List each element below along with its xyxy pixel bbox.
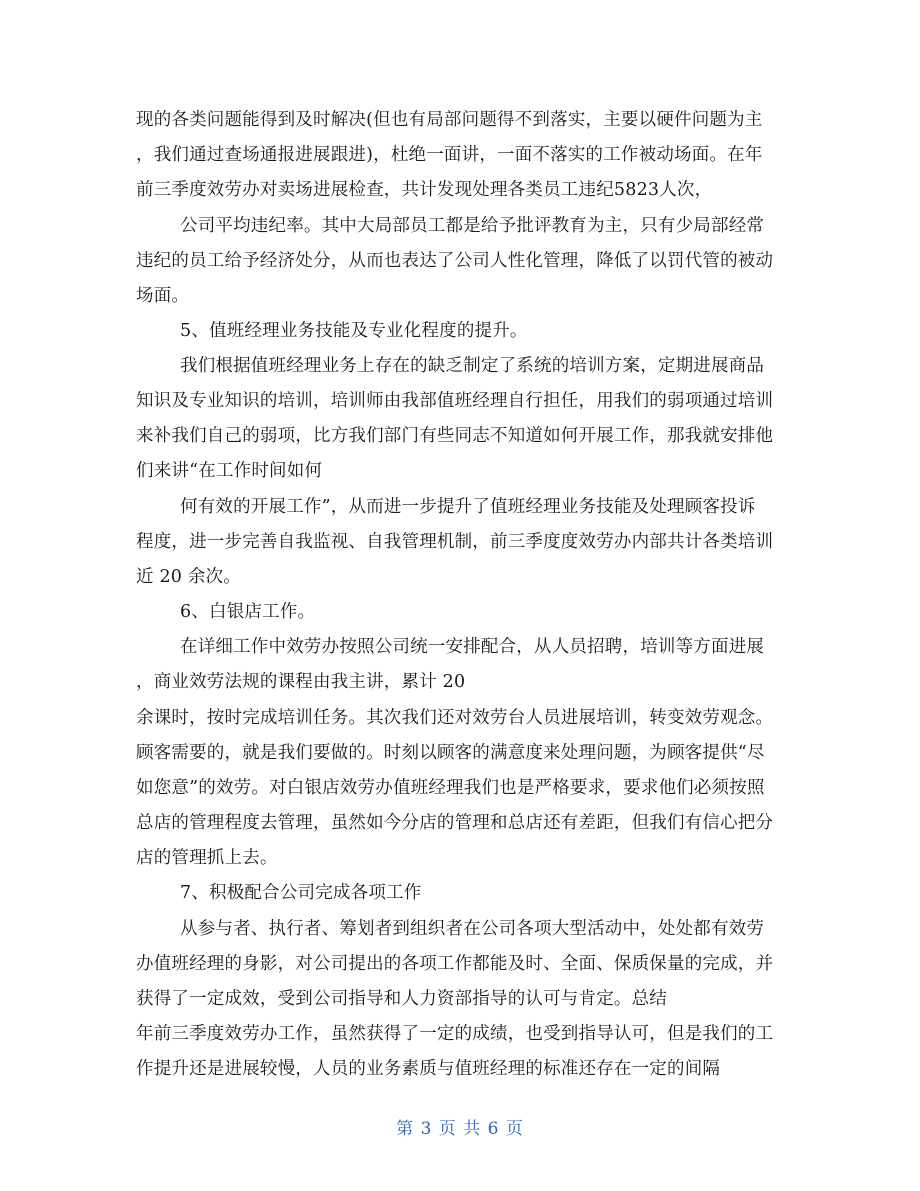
text-line-16: 在详细工作中效劳办按照公司统一安排配合，从人员招聘，培训等方面进展 (180, 637, 765, 657)
text-line-5: 违纪的员工给予经济处分，从而也表达了公司人性化管理，降低了以罚代管的被动 (136, 251, 774, 271)
section-heading-7: 7、积极配合公司完成各项工作 (180, 883, 422, 903)
text-line-2: ，我们通过查场通报进展跟进)，杜绝一面讲，一面不落实的工作被动场面。在年 (136, 145, 763, 165)
text-line-17: ，商业效劳法规的课程由我主讲，累计 20 (136, 672, 466, 692)
text-line-3: 前三季度效劳办对卖场进展检查，共计发现处理各类员工违纪5823人次， (136, 180, 713, 200)
text-line-4: 公司平均违纪率。其中大局部员工都是给予批评教育为主，只有少局部经常 (180, 216, 765, 236)
text-line-14: 近 20 余次。 (136, 567, 241, 587)
text-line-10: 来补我们自己的弱项，比方我们部门有些同志不知道如何开展工作，那我就安排他 (136, 426, 774, 446)
text-line-11: 们来讲“在工作时间如何 (136, 461, 323, 481)
text-line-26: 获得了一定成效，受到公司指导和人力资部指导的认可与肯定。总结 (136, 989, 667, 1009)
text-line-21: 总店的管理程度去管理，虽然如今分店的管理和总店还有差距，但我们有信心把分 (136, 813, 774, 833)
text-line-27: 年前三季度效劳办工作，虽然获得了一定的成绩，也受到指导认可，但是我们的工 (136, 1024, 774, 1044)
text-line-13: 程度，进一步完善自我监视、自我管理机制，前三季度度效劳办内部共计各类培训 (136, 532, 774, 552)
section-heading-5: 5、值班经理业务技能及专业化程度的提升。 (180, 321, 528, 341)
text-line-8: 我们根据值班经理业务上存在的缺乏制定了系统的培训方案，定期进展商品 (180, 356, 765, 376)
text-line-6: 场面。 (136, 286, 190, 306)
text-line-28: 作提升还是进展较慢，人员的业务素质与值班经理的标准还存在一定的间隔 (136, 1059, 721, 1079)
text-line-18: 余课时，按时完成培训任务。其次我们还对效劳台人员进展培训，转变效劳观念。 (136, 708, 774, 728)
text-line-9: 知识及专业知识的培训，培训师由我部值班经理自行担任，用我们的弱项通过培训 (136, 391, 774, 411)
text-line-22: 店的管理抓上去。 (136, 848, 278, 868)
text-line-19: 顾客需要的，就是我们要做的。时刻以顾客的满意度来处理问题，为顾客提供“尽 (136, 743, 765, 763)
text-line-12: 何有效的开展工作”，从而进一步提升了值班经理业务技能及处理顾客投诉 (180, 497, 756, 517)
text-line-25: 办值班经理的身影，对公司提出的各项工作都能及时、全面、保质保量的完成，并 (136, 954, 774, 974)
text-line-20: 如您意”的效劳。对白银店效劳办值班经理我们也是严格要求，要求他们必须按照 (136, 778, 765, 798)
page-number-footer: 第 3 页 共 6 页 (396, 1119, 524, 1139)
text-line-24: 从参与者、执行者、筹划者到组织者在公司各项大型活动中，处处都有效劳 (180, 919, 765, 939)
text-line-1: 现的各类问题能得到及时解决(但也有局部问题得不到落实，主要以硬件问题为主 (136, 110, 763, 130)
section-heading-6: 6、白银店工作。 (180, 602, 316, 622)
